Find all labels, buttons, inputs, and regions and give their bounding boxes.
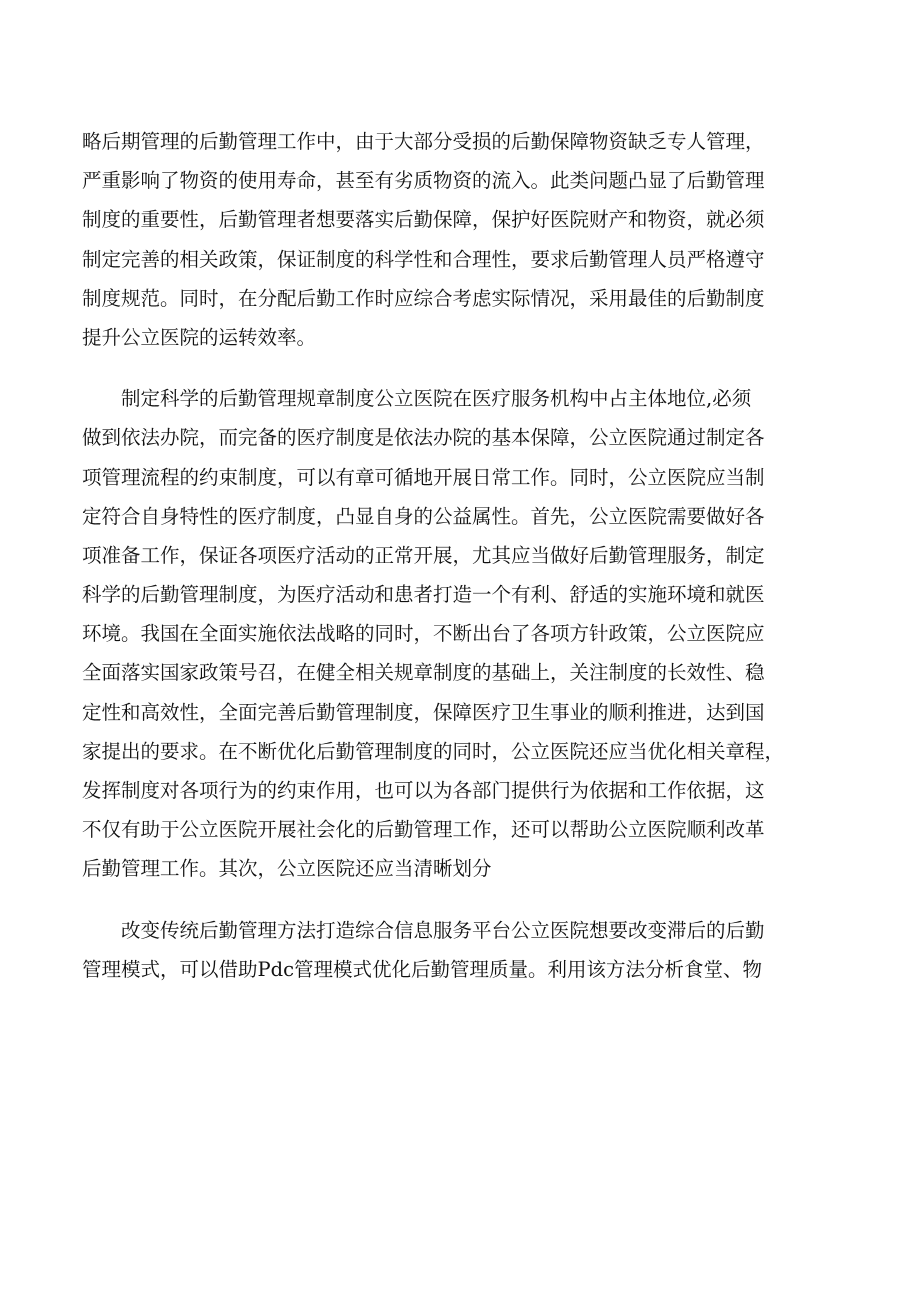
- text-line: 管理模式，可以借助Pdc管理模式优化后勤管理质量。利用该方法分析食堂、物: [82, 957, 763, 981]
- text-line: 制定完善的相关政策，保证制度的科学性和合理性，要求后勤管理人员严格遵守: [82, 247, 765, 271]
- paragraph-3: [82, 911, 844, 989]
- paragraph-spacer: [82, 889, 844, 911]
- text-line: 做到依法办院，而完备的医疗制度是依法办院的基本保障，公立医院通过制定各: [82, 426, 765, 450]
- paragraph-2: [82, 379, 844, 888]
- text-line: 科学的后勤管理制度，为医疗活动和患者打造一个有利、舒适的实施环境和就医: [82, 583, 765, 607]
- text-line: 发挥制度对各项行为的约束作用，也可以为各部门提供行为依据和工作依据，这: [82, 779, 765, 802]
- text-line: 项管理流程的约束制度，可以有章可循地开展日常工作。同时，公立医院应当制: [82, 465, 765, 489]
- text-line: 略后期管理的后勤管理工作中，由于大部分受损的后勤保障物资缺乏专人管理，: [82, 130, 765, 153]
- paragraph-1: [82, 122, 844, 357]
- text-line: 项准备工作，保证各项医疗活动的正常开展，尤其应当做好后勤管理服务，制定: [82, 543, 765, 567]
- text-line: 提升公立医院的运转效率。: [82, 325, 317, 349]
- text-line: 家提出的要求。在不断优化后勤管理制度的同时，公立医院还应当优化相关章程，: [82, 739, 785, 763]
- text-line: 后勤管理工作。其次，公立医院还应当清晰划分: [82, 857, 492, 881]
- text-line: 全面落实国家政策号召，在健全相关规章制度的基础上，关注制度的长效性、稳: [82, 661, 765, 685]
- paragraph-spacer: [82, 357, 844, 379]
- text-line: 制度的重要性，后勤管理者想要落实后勤保障，保护好医院财产和物资，就必须: [82, 208, 765, 232]
- text-line: 环境。我国在全面实施依法战略的同时，不断出台了各项方针政策，公立医院应: [82, 622, 765, 646]
- text-line: 严重影响了物资的使用寿命，甚至有劣质物资的流入。此类问题凸显了后勤管理: [82, 169, 765, 193]
- text-line: 定性和高效性，全面完善后勤管理制度，保障医疗卫生事业的顺利推进，达到国: [82, 700, 765, 724]
- text-line: 改变传统后勤管理方法打造综合信息服务平台公立医院想要改变滞后的后勤: [82, 918, 765, 942]
- text-line: 制度规范。同时，在分配后勤工作时应综合考虑实际情况，采用最佳的后勤制度: [82, 286, 765, 310]
- text-line: 定符合自身特性的医疗制度，凸显自身的公益属性。首先，公立医院需要做好各: [82, 504, 765, 528]
- text-line: 制定科学的后勤管理规章制度公立医院在医疗服务机构中占主体地位,必须: [82, 387, 752, 411]
- document-body: [82, 122, 844, 989]
- text-line: 不仅有助于公立医院开展社会化的后勤管理工作，还可以帮助公立医院顺利改革: [82, 818, 765, 842]
